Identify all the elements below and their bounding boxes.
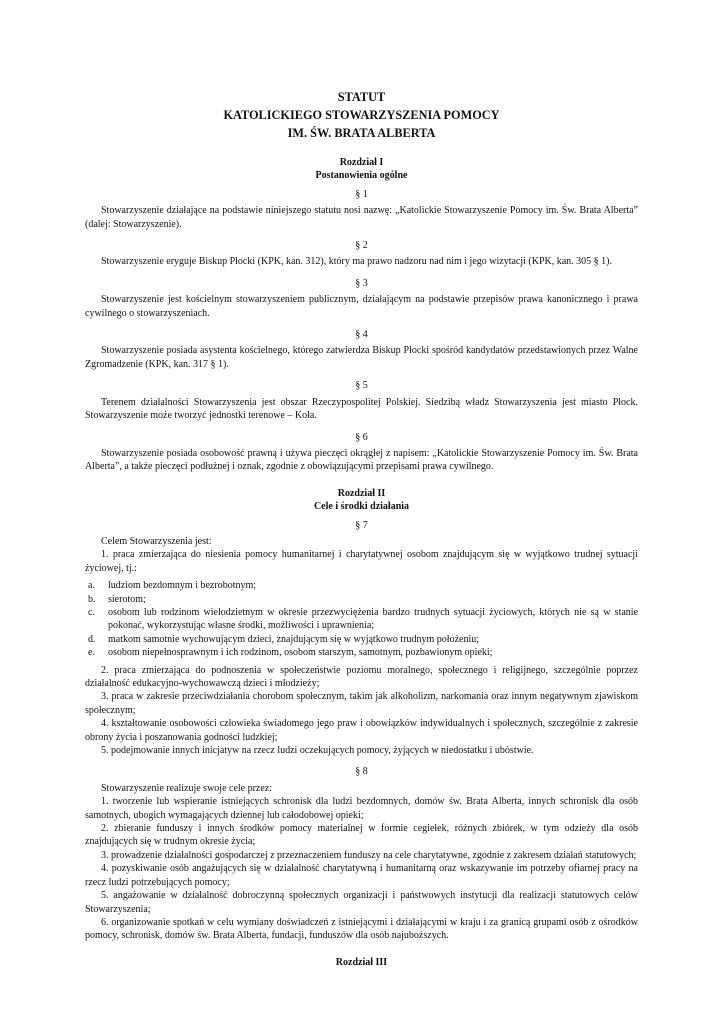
section-intro: Stowarzyszenie realizuje swoje cele przez: bbox=[101, 782, 273, 794]
chapter-subheading: Cele i środki działania bbox=[313, 501, 410, 513]
document-page bbox=[85, 88, 638, 969]
sub-list-item bbox=[85, 606, 638, 633]
sub-list-marker: b. bbox=[88, 593, 96, 605]
sub-list bbox=[85, 579, 638, 659]
list-item: 1. tworzenie lub wspieranie istniejących schronisk dla ludzi bezdomnych, domów św. Brata Alberta, innych schronisk dla osób samotnych, ubogich wymagających dziennej lub całodobowej opieki; bbox=[85, 796, 638, 821]
list-item: 3. prowadzenie działalności gospodarczej z przeznaczeniem funduszy na cele charytatywne, zgodnie z zakresem działań statutowych; bbox=[101, 849, 637, 861]
chapter-subheading: Postanowienia ogólne bbox=[315, 170, 408, 182]
document-title-line-1: STATUT bbox=[337, 90, 386, 104]
list-item: 2. praca zmierzająca do podnoszenia w społeczeństwie poziomu moralnego, społecznego i religijnego, szczególnie poprzez działalność edukacyjno-wychowawczą dzieci i młodzieży; bbox=[85, 664, 638, 689]
sub-list-text: sierotom; bbox=[108, 593, 146, 605]
sub-list-text: ludziom bezdomnym i bezrobotnym; bbox=[108, 580, 257, 592]
sub-list-text: osobom niepełnosprawnym i ich rodzinom, osobom starszym, samotnym, pozbawionym opieki; bbox=[108, 647, 493, 659]
section-number: § 3 bbox=[355, 277, 368, 289]
section-paragraph: Terenem działalności Stowarzyszenia jest obszar Rzeczypospolitej Polskiej. Siedzibą władz Stowarzyszenia jest miasto Płock. Stowarzyszenie może tworzyć jednostki terenowe – Koła. bbox=[85, 396, 638, 422]
chapter-heading: Rozdział I bbox=[339, 157, 384, 168]
section-number: § 4 bbox=[355, 329, 368, 341]
chapter-heading: Rozdział III bbox=[335, 956, 388, 968]
section-paragraph: Stowarzyszenie posiada asystenta kościelnego, którego zatwierdza Biskup Płocki spośród kandydatów przedstawionych przez Walne Zgromadzenie (KPK, kan. 317 § 1). bbox=[85, 345, 638, 370]
section-number: § 2 bbox=[355, 240, 368, 252]
list-item: 5. angażowanie w działalność dobroczynną społecznych organizacji i państwowych instytucji dla realizacji statutowych celów Stowarzyszenia; bbox=[85, 890, 638, 915]
list-item: 5. podejmowanie innych inicjatyw na rzecz ludzi oczekujących pomocy, żyjących w niedostatku i ubóstwie. bbox=[101, 745, 534, 757]
sub-list-item bbox=[85, 633, 638, 646]
section-paragraph: Stowarzyszenie działające na podstawie niniejszego statutu nosi nazwę: „Katolickie Stowarzyszenie Pomocy im. Św. Brata Alberta” (dalej: Stowarzyszenie). bbox=[85, 205, 638, 230]
chapter-heading: Rozdział II bbox=[337, 487, 386, 499]
section-intro: Celem Stowarzyszenia jest: bbox=[101, 535, 212, 547]
sub-list-marker: c. bbox=[88, 606, 95, 618]
sub-list-marker: e. bbox=[88, 647, 95, 659]
sub-list-item bbox=[85, 579, 638, 592]
list-item: 4. pozyskiwanie osób angażujących się w działalność charytatywną i humanitarną oraz wskazywanie im potrzeby ofiarnej pracy na rzecz ludzi potrzebujących pomocy; bbox=[85, 863, 638, 888]
sub-list-text: matkom samotnie wychowującym dzieci, znajdującym się w wyjątkowo trudnym położeniu; bbox=[108, 633, 480, 645]
list-item: 3. praca w zakresie przeciwdziałania chorobom społecznym, takim jak alkoholizm, narkomania oraz innym negatywnym zjawiskom społecznym; bbox=[85, 691, 638, 716]
section-number: § 6 bbox=[355, 431, 368, 443]
section-paragraph: Stowarzyszenie jest kościelnym stowarzyszeniem publicznym, działającym na podstawie przepisów prawa kanonicznego i prawa cywilnego o stowarzyszeniach. bbox=[85, 294, 638, 319]
list-item: 4. kształtowanie osobowości człowieka świadomego jego praw i obowiązków indywidualnych i społecznych, szczególnie z zakresie obrony życia i poszanowania godności ludzkiej; bbox=[85, 718, 638, 743]
section-number: § 7 bbox=[355, 519, 368, 531]
document-title-line-2: KATOLICKIEGO STOWARZYSZENIA POMOCY bbox=[223, 108, 500, 122]
section-paragraph: Stowarzyszenie posiada osobowość prawną i używa pieczęci okrągłej z napisem: „Katolickie Stowarzyszenie Pomocy im. Św. Brata Alberta”, a także pieczęci podłużnej i oznak, zgodnie z obowiązującymi przepisami prawa cywilnego. bbox=[85, 447, 638, 473]
sub-list-item bbox=[85, 593, 638, 606]
section-paragraph: Stowarzyszenie eryguje Biskup Płocki (KPK, kan. 312), który ma prawo nadzoru nad nim i jego wizytacji (KPK, kan. 305 § 1). bbox=[101, 256, 613, 268]
sub-list-item bbox=[85, 646, 638, 659]
sub-list-marker: d. bbox=[88, 633, 96, 645]
list-item: 6. organizowanie spotkań w celu wymiany doświadczeń z istniejącymi i działającymi w kraju i za granicą grupami osób z ośrodków pomocy, schronisk, domów św. Brata Alberta, fundacji, funduszów dla osób najuboższych. bbox=[85, 916, 638, 942]
document-title-line-3: IM. ŚW. BRATA ALBERTA bbox=[287, 126, 436, 140]
sub-list-text: osobom lub rodzinom wielodzietnym w okresie przezwyciężenia bardzo trudnych sytuacji życiowych, których nie są w stanie pokonać, wykorzystując własne środki, możliwości i uprawnienia; bbox=[108, 606, 638, 632]
section-number: § 5 bbox=[355, 380, 368, 392]
section-number: § 1 bbox=[355, 188, 368, 200]
section-number: § 8 bbox=[355, 766, 368, 778]
sub-list-marker: a. bbox=[88, 580, 95, 592]
list-item: 2. zbieranie funduszy i innych środków pomocy materialnej w formie cegiełek, różnych zbiórek, w tym odzieży dla osób znajdujących się w trudnym okresie życia; bbox=[85, 823, 638, 848]
list-item: 1. praca zmierzająca do niesienia pomocy humanitarnej i charytatywnej osobom znajdującym się w wyjątkowo trudnej sytuacji życiowej, tj.: bbox=[85, 549, 638, 574]
